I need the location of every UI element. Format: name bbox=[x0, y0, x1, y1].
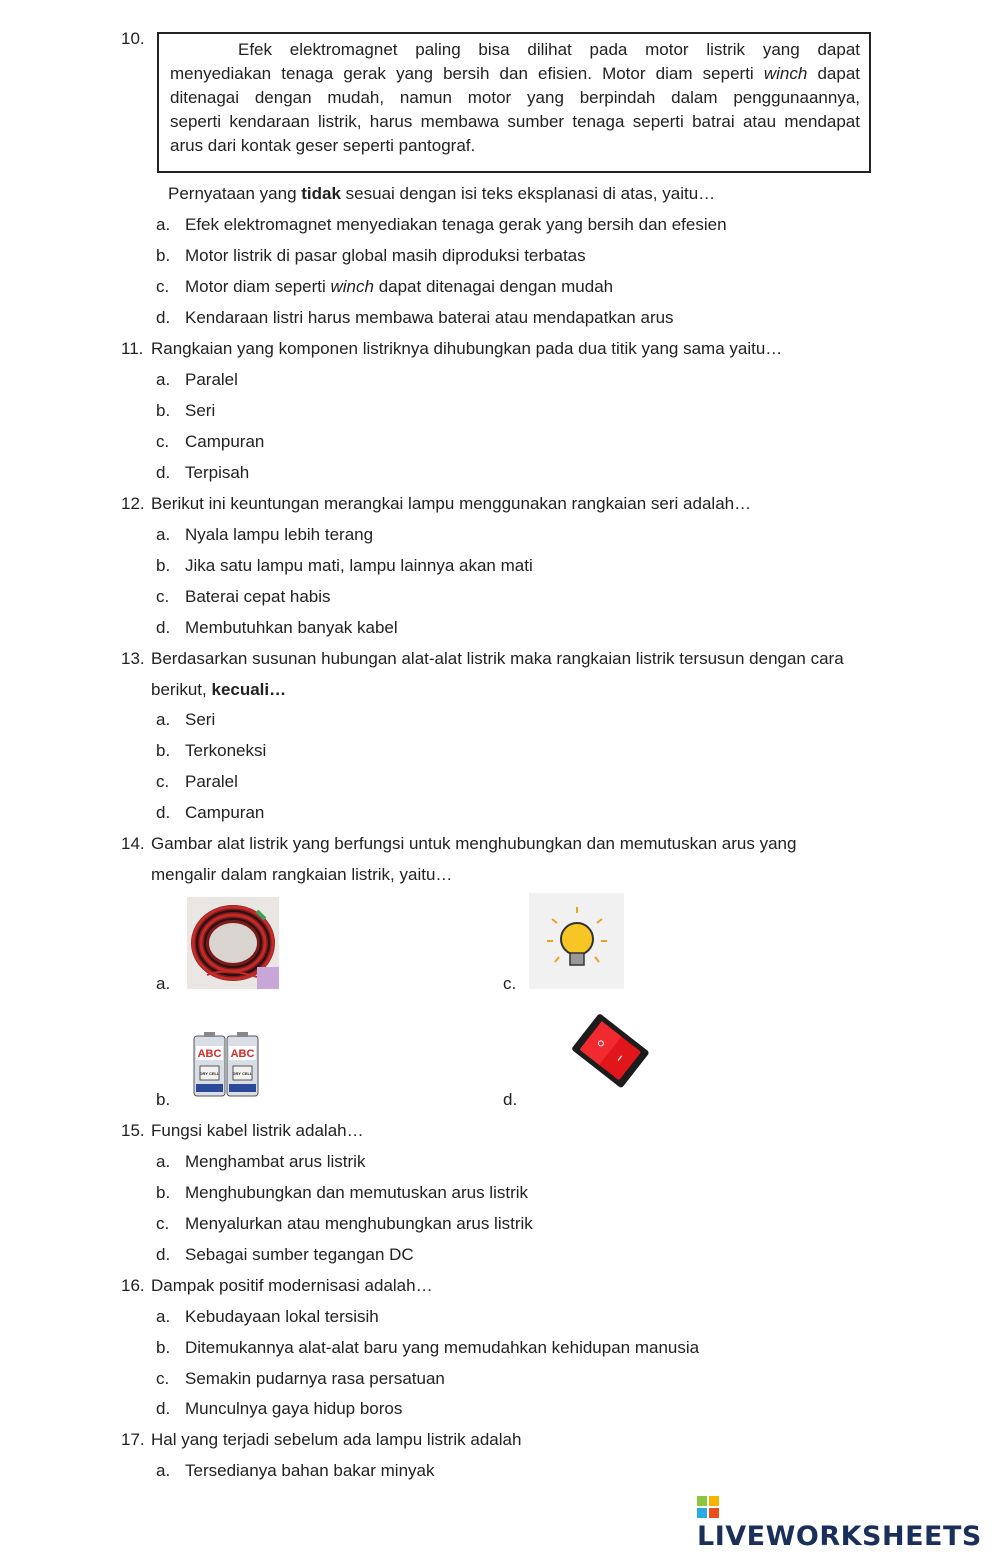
q11-option-b-letter: b. bbox=[156, 401, 171, 420]
q16-option-b[interactable]: Ditemukannya alat-alat baru yang memudahkan kehidupan manusia bbox=[185, 1338, 700, 1357]
q12-option-b[interactable]: Jika satu lampu mati, lampu lainnya akan mati bbox=[185, 556, 533, 575]
q14-option-a-cable-image[interactable] bbox=[187, 897, 279, 989]
question-12-number: 12. bbox=[121, 494, 145, 513]
q14-option-a-letter: a. bbox=[156, 974, 171, 993]
q16-option-b-letter: b. bbox=[156, 1338, 171, 1357]
question-14-number: 14. bbox=[121, 834, 145, 853]
q12-option-d[interactable]: Membutuhkan banyak kabel bbox=[185, 618, 398, 637]
q13-option-d-letter: d. bbox=[156, 803, 171, 822]
q14-option-d-letter: d. bbox=[503, 1090, 518, 1109]
q10-option-d[interactable]: Kendaraan listri harus membawa baterai atau mendapatkan arus bbox=[185, 308, 674, 327]
q11-option-b[interactable]: Seri bbox=[185, 401, 216, 420]
q14-option-c-letter: c. bbox=[503, 974, 517, 993]
question-15-text: Fungsi kabel listrik adalah… bbox=[151, 1121, 364, 1140]
passage-line-5: arus dari kontak geser seperti pantograf. bbox=[170, 136, 476, 155]
q14-option-c-bulb-image[interactable] bbox=[529, 893, 624, 989]
question-13-number: 13. bbox=[121, 649, 145, 668]
q12-option-c[interactable]: Baterai cepat habis bbox=[185, 587, 331, 606]
battery-icon bbox=[191, 1032, 261, 1098]
q15-option-b[interactable]: Menghubungkan dan memutuskan arus listrik bbox=[185, 1183, 529, 1202]
q13-option-c[interactable]: Paralel bbox=[185, 772, 238, 791]
q10-option-b-letter: b. bbox=[156, 246, 171, 265]
q15-option-c[interactable]: Menyalurkan atau menghubungkan arus listrik bbox=[185, 1214, 533, 1233]
passage-line-1: Efek elektromagnet paling bisa dilihat pada motor listrik yang dapat bbox=[238, 40, 860, 59]
q12-option-b-letter: b. bbox=[156, 556, 171, 575]
q17-option-a[interactable]: Tersedianya bahan bakar minyak bbox=[185, 1461, 435, 1480]
q12-option-a-letter: a. bbox=[156, 525, 171, 544]
q11-option-d[interactable]: Terpisah bbox=[185, 463, 250, 482]
question-14-text-line-1: Gambar alat listrik yang berfungsi untuk menghubungkan dan memutuskan arus yang bbox=[151, 834, 797, 853]
svg-text:DRY CELL: DRY CELL bbox=[232, 1071, 253, 1076]
q13-option-b-letter: b. bbox=[156, 741, 171, 760]
q16-option-c[interactable]: Semakin pudarnya rasa persatuan bbox=[185, 1369, 445, 1388]
q13-option-d[interactable]: Campuran bbox=[185, 803, 265, 822]
q17-option-a-letter: a. bbox=[156, 1461, 171, 1480]
svg-text:ABC: ABC bbox=[230, 1048, 255, 1060]
question-11-text: Rangkaian yang komponen listriknya dihubungkan pada dua titik yang sama yaitu… bbox=[151, 339, 783, 358]
q10-option-a[interactable]: Efek elektromagnet menyediakan tenaga gerak yang bersih dan efesien bbox=[185, 215, 727, 234]
q16-option-a[interactable]: Kebudayaan lokal tersisih bbox=[185, 1307, 379, 1326]
q13-option-b[interactable]: Terkoneksi bbox=[185, 741, 267, 760]
q14-option-b-letter: b. bbox=[156, 1090, 171, 1109]
q10-option-d-letter: d. bbox=[156, 308, 171, 327]
q12-option-c-letter: c. bbox=[156, 587, 170, 606]
question-17-number: 17. bbox=[121, 1430, 145, 1449]
liveworksheets-logo bbox=[697, 1490, 1000, 1552]
q10-option-a-letter: a. bbox=[156, 215, 171, 234]
question-14-text-line-2: mengalir dalam rangkaian listrik, yaitu… bbox=[151, 865, 453, 884]
q14-option-d-switch-image[interactable] bbox=[569, 1008, 653, 1092]
svg-text:ABC: ABC bbox=[197, 1048, 222, 1060]
q15-option-d[interactable]: Sebagai sumber tegangan DC bbox=[185, 1245, 414, 1264]
question-13-text-line-1: Berdasarkan susunan hubungan alat-alat listrik maka rangkaian listrik tersusun dengan cara bbox=[151, 649, 844, 668]
q15-option-a-letter: a. bbox=[156, 1152, 171, 1171]
question-11-number: 11. bbox=[121, 339, 144, 358]
light-bulb-icon bbox=[529, 893, 624, 989]
q13-option-c-letter: c. bbox=[156, 772, 170, 791]
q15-option-d-letter: d. bbox=[156, 1245, 171, 1264]
q15-option-c-letter: c. bbox=[156, 1214, 170, 1233]
q11-option-a-letter: a. bbox=[156, 370, 171, 389]
q16-option-d-letter: d. bbox=[156, 1399, 171, 1418]
q12-option-d-letter: d. bbox=[156, 618, 171, 637]
q14-option-b-battery-image[interactable] bbox=[191, 1032, 261, 1098]
question-16-text: Dampak positif modernisasi adalah… bbox=[151, 1276, 433, 1295]
q13-option-a[interactable]: Seri bbox=[185, 710, 216, 729]
rocker-switch-icon bbox=[569, 1008, 653, 1092]
question-16-number: 16. bbox=[121, 1276, 145, 1295]
question-12-text: Berikut ini keuntungan merangkai lampu menggunakan rangkaian seri adalah… bbox=[151, 494, 752, 513]
q10-option-b[interactable]: Motor listrik di pasar global masih diproduksi terbatas bbox=[185, 246, 586, 265]
question-13-text-line-2: berikut, kecuali… bbox=[151, 680, 287, 699]
logo-text: LIVEWORKSHEETS bbox=[697, 1521, 982, 1552]
passage-line-3: ditenagai dengan mudah, namun motor yang berpindah dalam penggunaannya, bbox=[170, 88, 860, 107]
q11-option-c-letter: c. bbox=[156, 432, 170, 451]
q11-option-d-letter: d. bbox=[156, 463, 171, 482]
liveworksheets-logo-icon bbox=[697, 1496, 719, 1518]
cable-coil-icon bbox=[187, 897, 279, 989]
q12-option-a[interactable]: Nyala lampu lebih terang bbox=[185, 525, 374, 544]
passage-line-2: menyediakan tenaga gerak yang bersih dan efisien. Motor diam seperti winch dapat bbox=[170, 64, 861, 83]
question-15-number: 15. bbox=[121, 1121, 145, 1140]
q16-option-c-letter: c. bbox=[156, 1369, 170, 1388]
q16-option-a-letter: a. bbox=[156, 1307, 171, 1326]
q11-option-a[interactable]: Paralel bbox=[185, 370, 238, 389]
question-10-number: 10. bbox=[121, 29, 145, 48]
question-17-text: Hal yang terjadi sebelum ada lampu listrik adalah bbox=[151, 1430, 522, 1449]
q10-option-c-letter: c. bbox=[156, 277, 170, 296]
q15-option-a[interactable]: Menghambat arus listrik bbox=[185, 1152, 366, 1171]
q11-option-c[interactable]: Campuran bbox=[185, 432, 265, 451]
q15-option-b-letter: b. bbox=[156, 1183, 171, 1202]
q16-option-d[interactable]: Munculnya gaya hidup boros bbox=[185, 1399, 403, 1418]
question-10-text: Pernyataan yang tidak sesuai dengan isi teks eksplanasi di atas, yaitu… bbox=[168, 184, 716, 203]
passage-line-4: seperti kendaraan listrik, harus membawa sumber tenaga seperti batrai atau mendapat bbox=[170, 112, 860, 131]
q13-option-a-letter: a. bbox=[156, 710, 171, 729]
q10-option-c[interactable]: Motor diam seperti winch dapat ditenagai dengan mudah bbox=[185, 277, 614, 296]
svg-text:DRY CELL: DRY CELL bbox=[199, 1071, 220, 1076]
